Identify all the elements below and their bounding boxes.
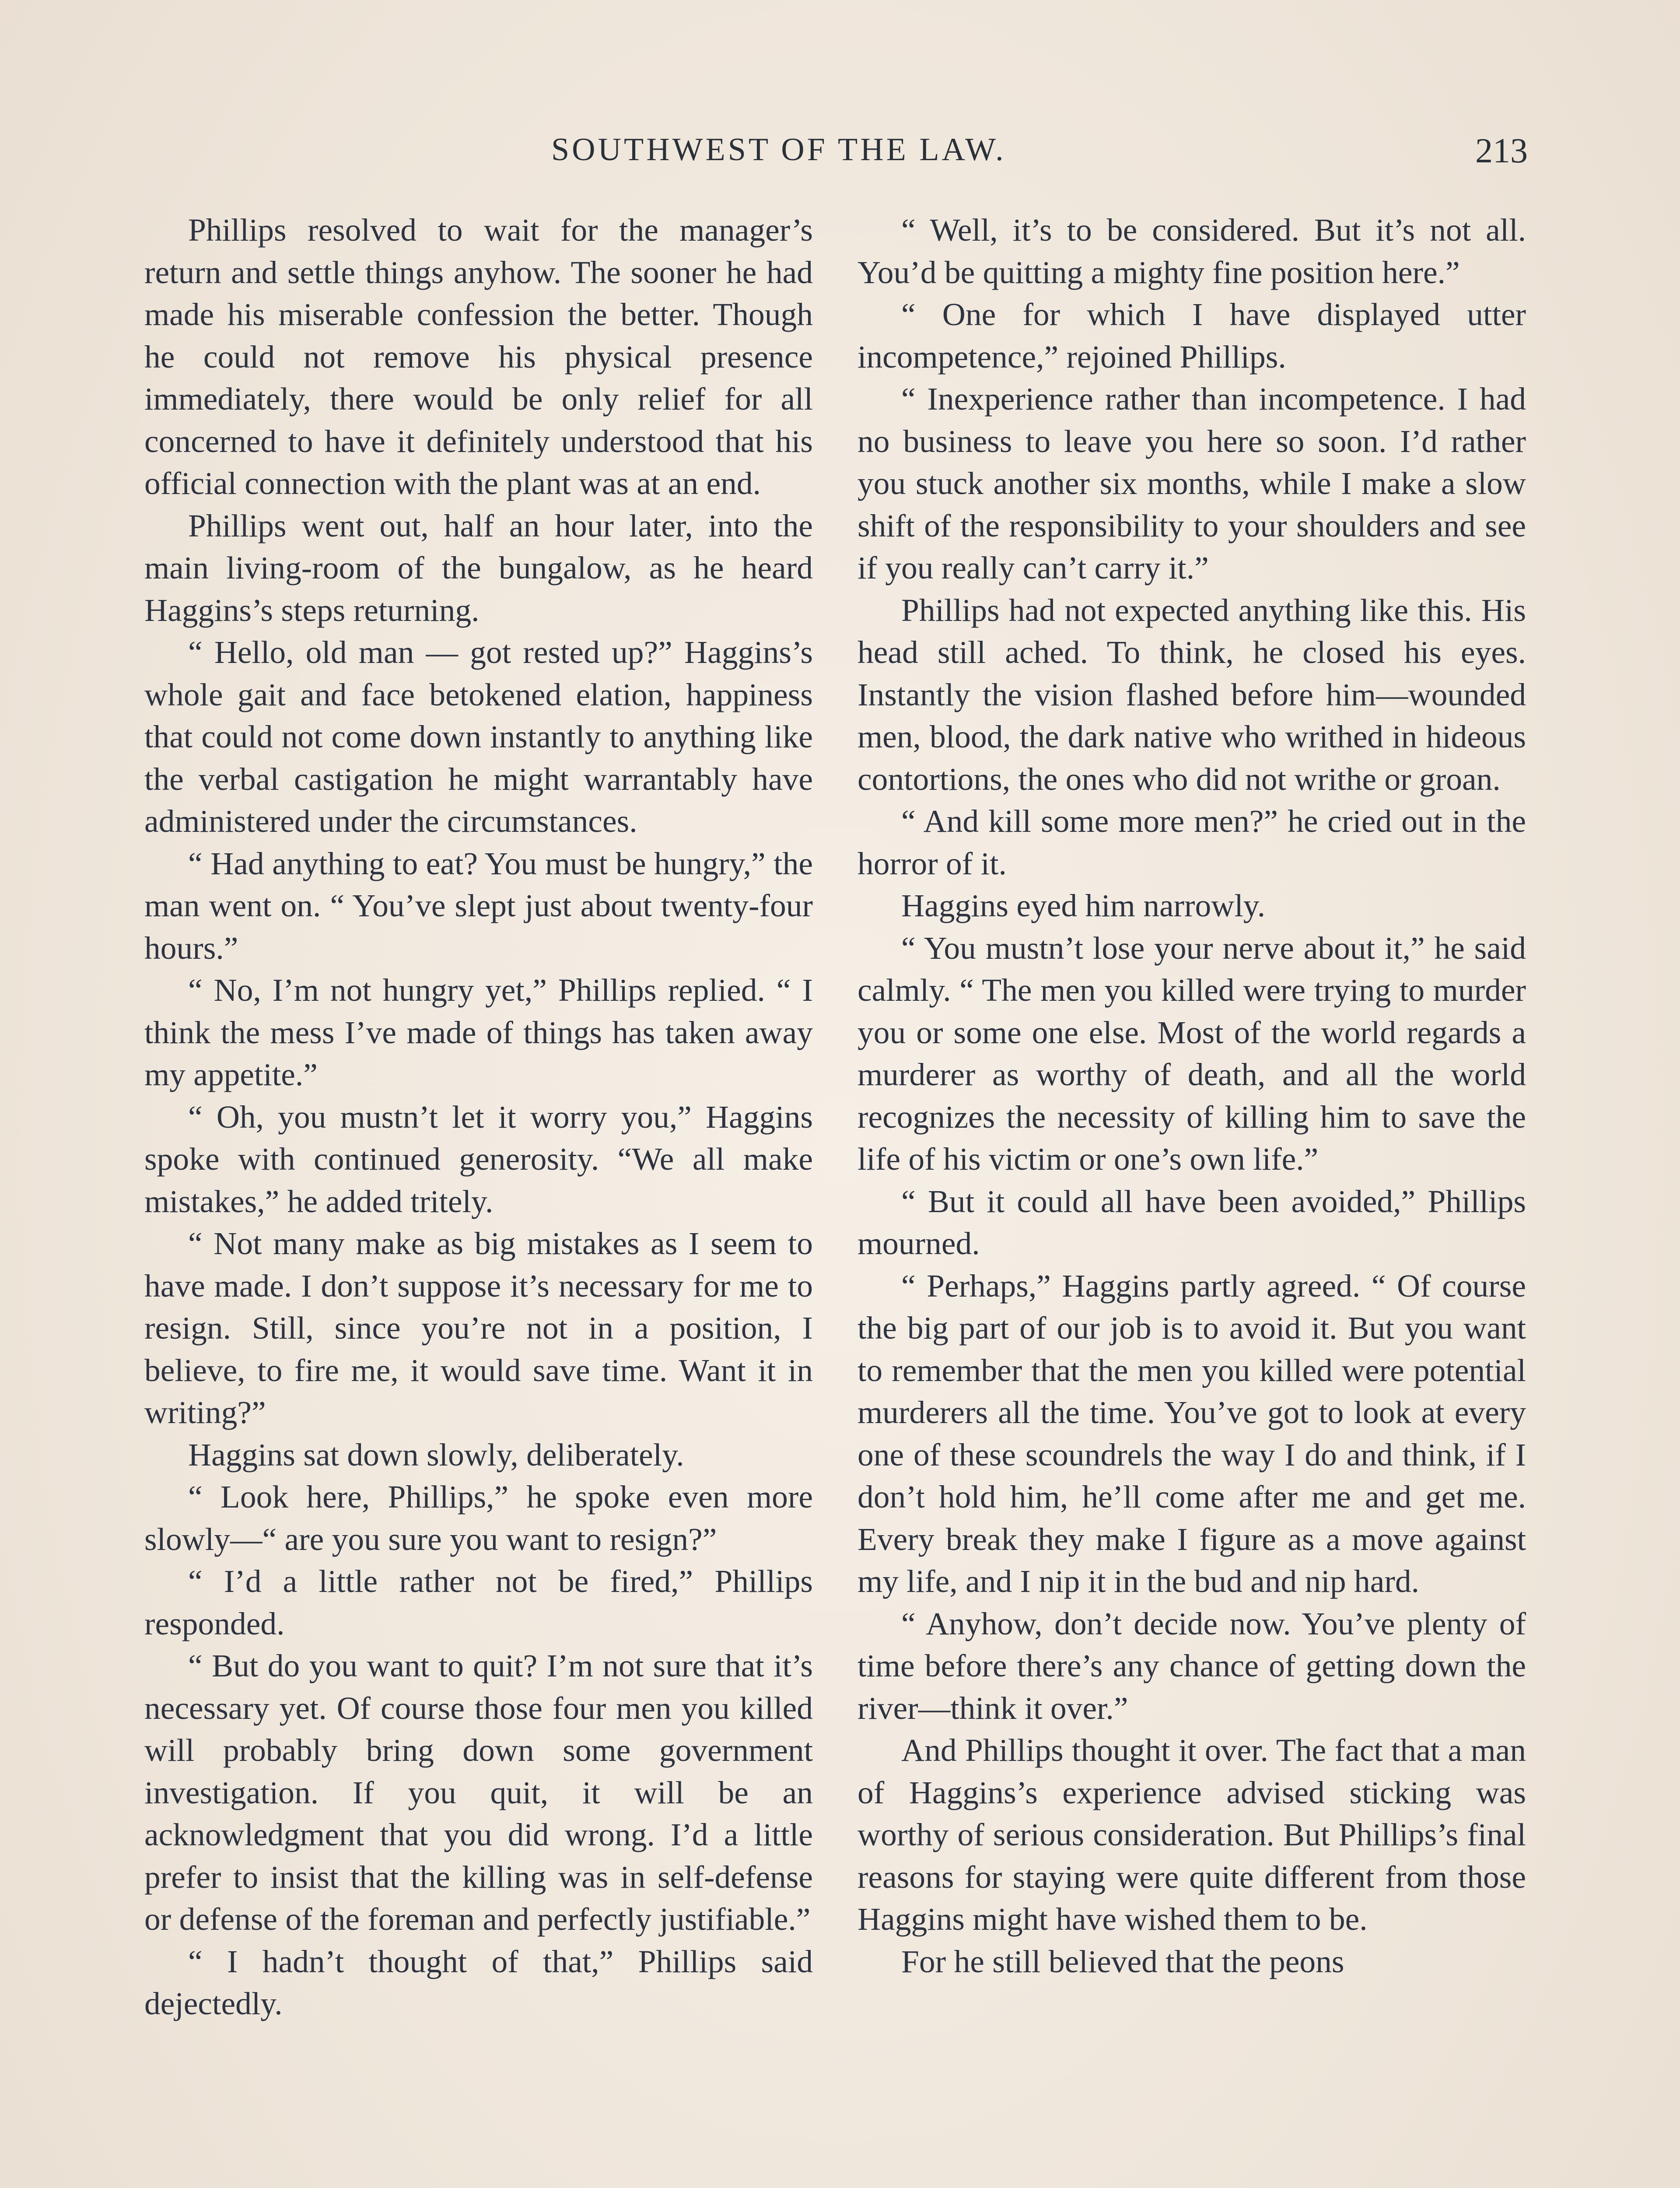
paragraph: Phillips had not expected anything like this. His head still ached. To think, he closed his eyes. Instantly the vision flashed before him—wounded men, blood, the dark native who writhed in hideous contortions, the ones who did not writhe or groan. [858, 592, 1526, 797]
paragraph: For he still believed that the peons [901, 1943, 1344, 1979]
paragraph: “ Look here, Phillips,” he spoke even more slowly—“ are you sure you want to resign?” [144, 1479, 813, 1557]
paragraph: Haggins sat down slowly, deliberately. [188, 1437, 684, 1473]
paragraph: “ But do you want to quit? I’m not sure that it’s necessary yet. Of course those four men you killed will probably bring down some government investigation. If you quit, it will be an acknowledgment that you did wrong. I’d a little prefer to insist that the killing was in self-defense or defense of the foreman and perfectly justifiable.” [144, 1648, 813, 1937]
paragraph: “ I hadn’t thought of that,” Phillips said dejectedly. [144, 1943, 813, 2021]
paragraph: “ You mustn’t lose your nerve about it,” he said calmly. “ The men you killed were trying to murder you or some one else. Most of the world regards a murderer as worthy of death, and all the world recognizes the necessity of killing him to save the life of his victim or one’s own life.” [858, 930, 1526, 1177]
paragraph: Haggins eyed him narrowly. [901, 888, 1266, 923]
page-number: 213 [1475, 132, 1528, 170]
paragraph: Phillips went out, half an hour later, into the main living-room of the bungalow, as he heard Haggins’s steps returning. [144, 508, 813, 628]
paragraph: “ Hello, old man — got rested up?” Haggins’s whole gait and face betokened elation, happiness that could not come down instantly to anything like the verbal castigation he might warrantably have administered under the circumstances. [144, 635, 813, 839]
paragraph: “ I’d a little rather not be fired,” Phillips responded. [144, 1564, 813, 1641]
paragraph: “ Inexperience rather than incompetence. I had no business to leave you here so soon. I’d rather you stuck another six months, while I make a slow shift of the responsibility to your shoulders and see if you really can’t carry it.” [858, 381, 1526, 586]
paragraph: “ Perhaps,” Haggins partly agreed. “ Of course the big part of our job is to avoid it. But you want to remember that the men you killed were potential murderers all the time. You’ve got to look at every one of these scoundrels the way I do and think, if I don’t hold him, he’ll come after me and get me. Every break they make I figure as a move against my life, and I nip it in the bud and nip hard. [858, 1268, 1526, 1599]
paragraph: And Phillips thought it over. The fact that a man of Haggins’s experience advised sticking was worthy of serious consideration. But Phillips’s final reasons for staying were quite different from those Haggins might have wished them to be. [858, 1732, 1526, 1937]
paragraph: “ Anyhow, don’t decide now. You’ve plenty of time before there’s any chance of getting down the river—think it over.” [858, 1606, 1526, 1726]
running-head: SOUTHWEST OF THE LAW. [551, 132, 1006, 168]
paragraph: “ But it could all have been avoided,” Phillips mourned. [858, 1183, 1526, 1261]
right-column [858, 209, 1526, 1983]
paragraph: “ Well, it’s to be considered. But it’s not all. You’d be quitting a mighty fine position here.” [858, 212, 1526, 290]
left-column [144, 209, 813, 2025]
paragraph: “ Not many make as big mistakes as I seem to have made. I don’t suppose it’s necessary for me to resign. Still, since you’re not in a position, I believe, to fire me, it would save time. Want it in writing?” [144, 1226, 813, 1430]
paragraph: “ Had anything to eat? You must be hungry,” the man went on. “ You’ve slept just about twenty-four hours.” [144, 845, 813, 966]
paragraph: Phillips resolved to wait for the manager’s return and settle things anyhow. The sooner he had made his miserable confession the better. Though he could not remove his physical presence immediately, there would be only relief for all concerned to have it definitely understood that his official connection with the plant was at an end. [144, 212, 813, 501]
paragraph: “ No, I’m not hungry yet,” Phillips replied. “ I think the mess I’ve made of things has taken away my appetite.” [144, 972, 813, 1092]
paragraph: “ Oh, you mustn’t let it worry you,” Haggins spoke with continued generosity. “We all make mistakes,” he added tritely. [144, 1099, 813, 1219]
paragraph: “ And kill some more men?” he cried out in the horror of it. [858, 803, 1526, 881]
paragraph: “ One for which I have displayed utter incompetence,” rejoined Phillips. [858, 297, 1526, 375]
